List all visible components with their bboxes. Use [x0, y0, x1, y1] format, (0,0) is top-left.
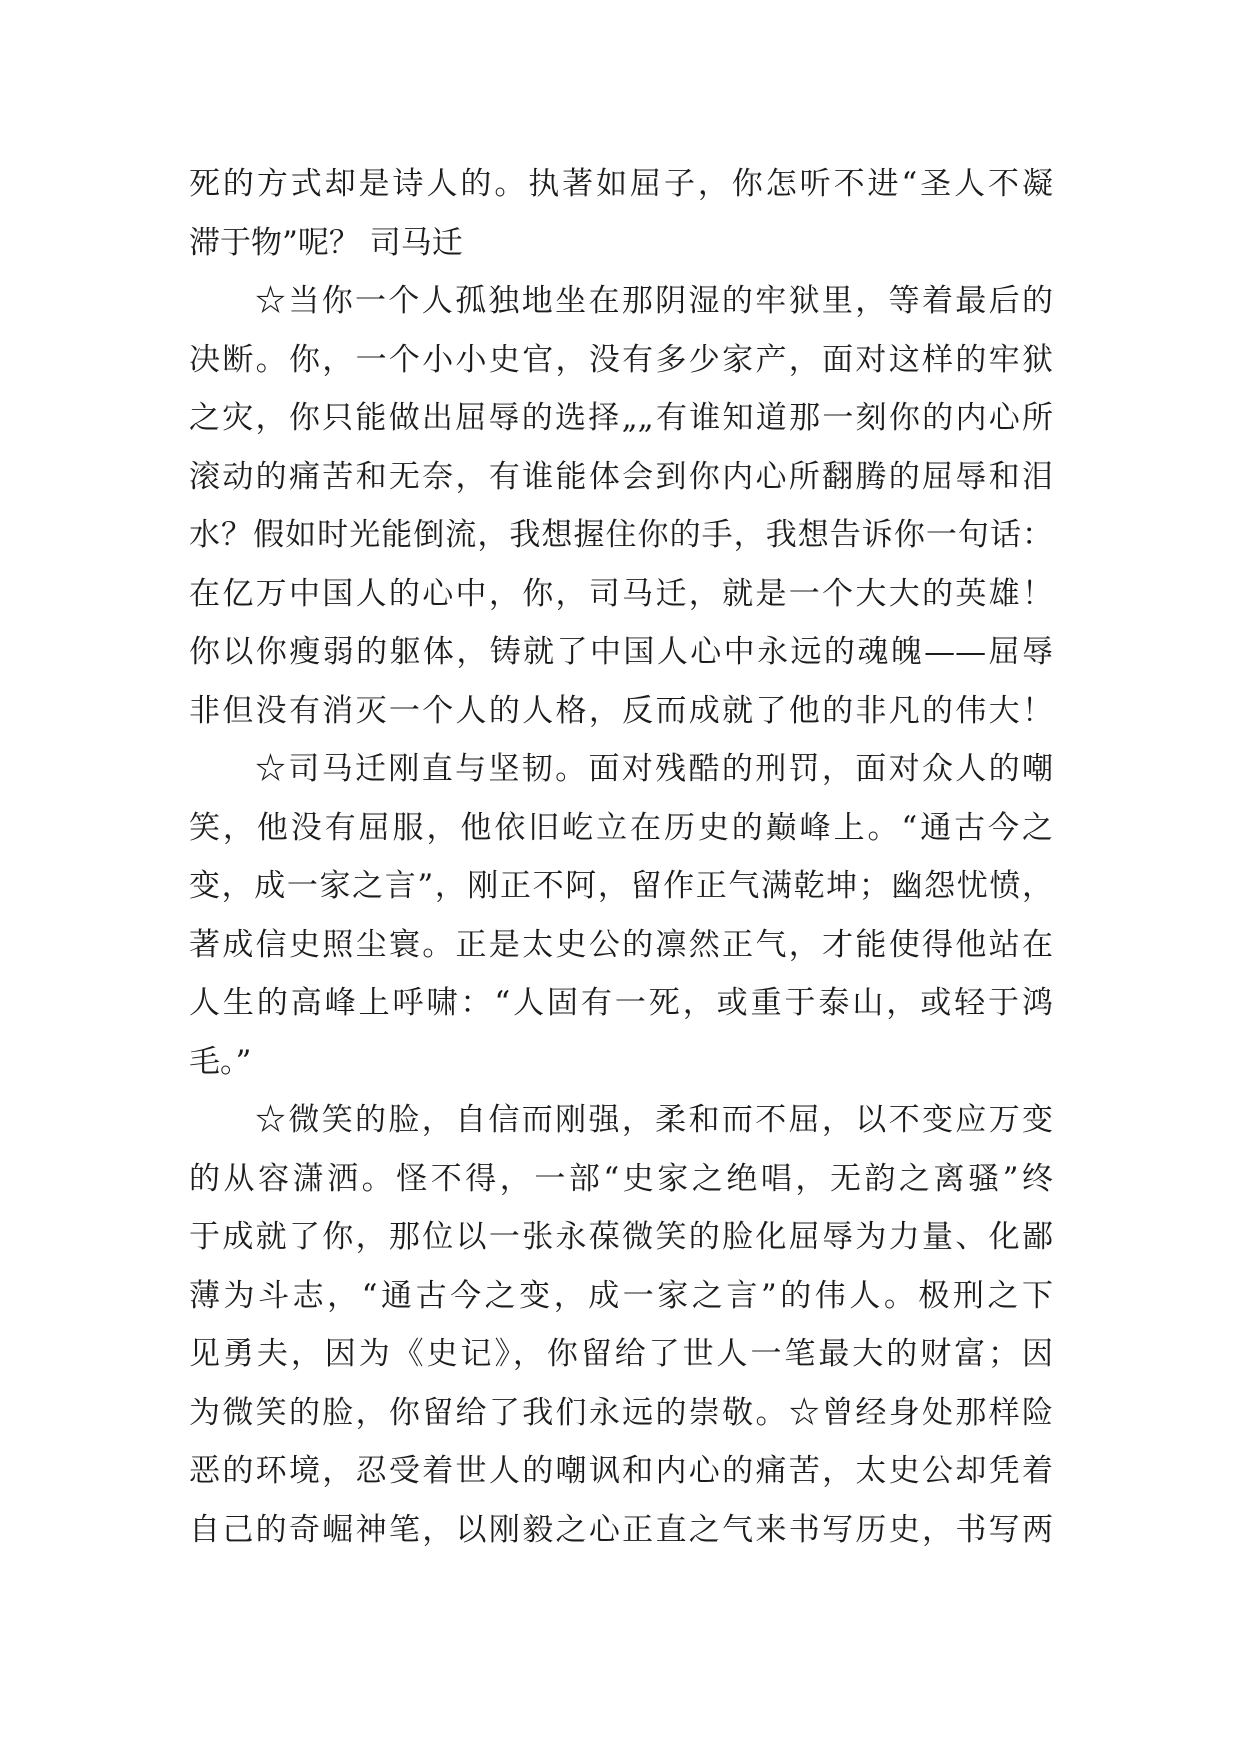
text-line: 你以你瘦弱的躯体，铸就了中国人心中永远的魂魄——屈辱: [189, 634, 1053, 670]
text-line: 水？假如时光能倒流，我想握住你的手，我想告诉你一句话：: [189, 517, 1053, 553]
paragraph-4: [189, 1091, 1053, 1559]
text-line: 人生的高峰上呼啸：“人固有一死，或重于泰山，或轻于鸿: [189, 985, 1053, 1021]
text-line: 自己的奇崛神笔，以刚毅之心正直之气来书写历史，书写两: [189, 1511, 1053, 1548]
paragraph-2: [189, 272, 1053, 740]
text-line: 非但没有消灭一个人的人格，反而成就了他的非凡的伟大！: [189, 692, 1053, 729]
text-line: 在亿万中国人的心中，你，司马迁，就是一个大大的英雄！: [189, 575, 1053, 612]
text-line: 之灾，你只能做出屈辱的选择„„有谁知道那一刻你的内心所: [189, 400, 1053, 436]
text-line: 的从容潇洒。怪不得，一部“史家之绝唱，无韵之离骚”终: [189, 1160, 1053, 1197]
text-line: 滚动的痛苦和无奈，有谁能体会到你内心所翻腾的屈辱和泪: [189, 458, 1053, 495]
text-line: 滞于物”呢？ 司马迁: [189, 224, 463, 261]
text-line: 于成就了你，那位以一张永葆微笑的脸化屈辱为力量、化鄙: [189, 1219, 1053, 1255]
paragraph-3: [189, 740, 1053, 1091]
text-line: ☆司马迁刚直与坚韧。面对残酷的刑罚，面对众人的嘲: [255, 751, 1053, 787]
text-line: 薄为斗志，“通古今之变，成一家之言”的伟人。极刑之下: [189, 1277, 1053, 1314]
text-line: ☆微笑的脸，自信而刚强，柔和而不屈，以不变应万变: [255, 1102, 1053, 1138]
text-line: 死的方式却是诗人的。执著如屈子，你怎听不进“圣人不凝: [189, 166, 1053, 202]
text-line: 笑，他没有屈服，他依旧屹立在历史的巅峰上。“通古今之: [189, 809, 1053, 846]
text-line: 毛。”: [189, 1043, 252, 1080]
text-line: 恶的环境，忍受着世人的嘲讽和内心的痛苦，太史公却凭着: [189, 1453, 1053, 1489]
text-line: 为微笑的脸，你留给了我们永远的崇敬。☆曾经身处那样险: [189, 1394, 1053, 1431]
text-line: 著成信史照尘寰。正是太史公的凛然正气，才能使得他站在: [189, 926, 1053, 963]
paragraph-1: [189, 155, 1053, 272]
text-line: 见勇夫，因为《史记》，你留给了世人一笔最大的财富；因: [189, 1336, 1053, 1372]
text-line: ☆当你一个人孤独地坐在那阴湿的牢狱里，等着最后的: [255, 283, 1053, 319]
text-line: 变，成一家之言”，刚正不阿，留作正气满乾坤；幽怨忧愤，: [189, 868, 1053, 904]
text-line: 决断。你，一个小小史官，没有多少家产，面对这样的牢狱: [189, 341, 1053, 378]
document-body: [189, 155, 1053, 1559]
